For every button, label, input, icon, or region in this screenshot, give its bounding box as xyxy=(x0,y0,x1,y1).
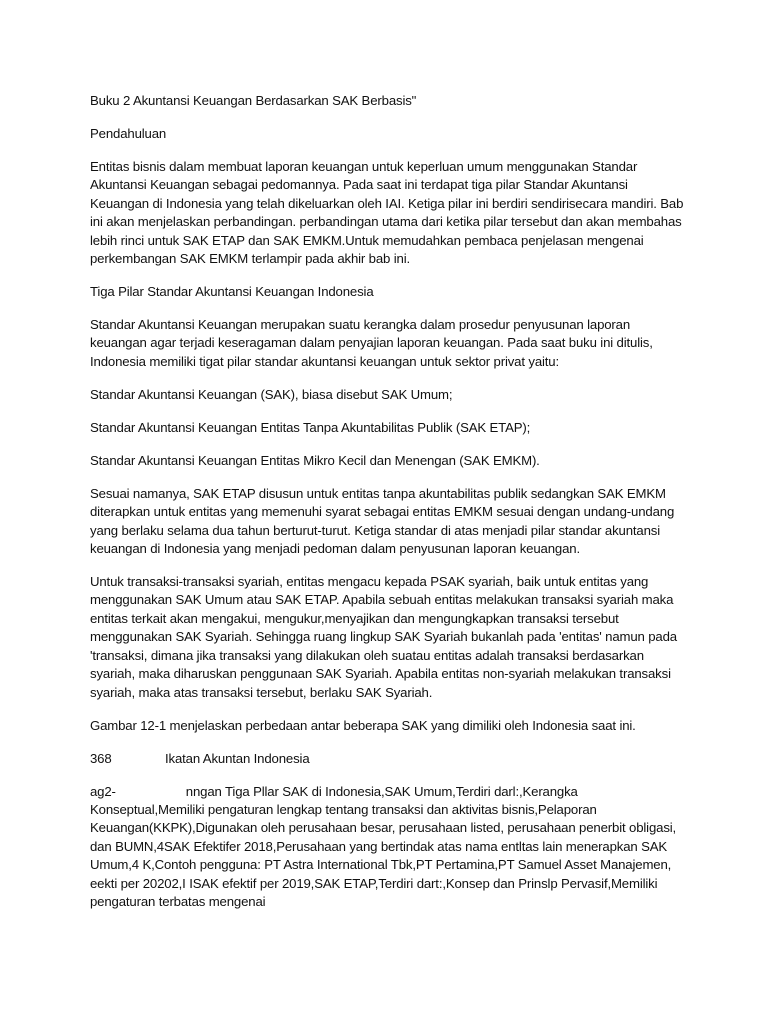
section-heading-pendahuluan: Pendahuluan xyxy=(90,126,167,141)
page-source: Ikatan Akuntan Indonesia xyxy=(165,750,310,766)
document-body xyxy=(90,92,686,926)
page-footer xyxy=(90,750,686,768)
paragraph-figure-reference: Gambar 12-1 menjelaskan perbedaan antar beberapa SAK yang dimiliki oleh Indonesia saat ini. xyxy=(90,717,636,733)
paragraph-etap-emkm: Sesuai namanya, SAK ETAP disusun untuk entitas tanpa akuntabilitas publik sedangkan SAK EMKM diterapkan untuk entitas yang memenuhi syarat sebagai entitas EMKM sesuai dengan undang-undang yang berlaku selama dua tahun berturut-turut. Ketiga standar di atas menjadi pilar standar akuntansi keuangan di Indonesia yang menjadi pedoman dalam penyusunan laporan keuangan. xyxy=(90,485,675,557)
section-heading-tiga-pilar: Tiga Pilar Standar Akuntansi Keuangan Indonesia xyxy=(90,284,374,300)
paragraph-definition: Standar Akuntansi Keuangan merupakan suatu kerangka dalam prosedur penyusunan laporan keuangan agar terjadi keseragaman dalam penyajian laporan keuangan. Pada saat buku ini ditulis, Indonesia memiliki tigat pilar standar akuntansi keuangan untuk sektor privat yaitu: xyxy=(90,317,653,369)
page-number: 368 xyxy=(90,750,112,766)
paragraph-syariah: Untuk transaksi-transaksi syariah, entitas mengacu kepada PSAK syariah, baik untuk entitas yang menggunakan SAK Umum atau SAK ETAP. Apabila sebuah entitas melakukan transaksi syariah maka entitas terkait akan mengakui, mengukur,menyajikan dan mengungkapkan transaksi tersebut menggunakan SAK Syariah. Sehingga ruang lingkup SAK Syariah bukanlah pada 'entitas' namun pada 'transaksi, dimana jika transaksi yang dilakukan oleh suatau entitas adalah transaksi berdasarkan syariah, maka diharuskan penggunaan SAK Syariah. Apabila entitas non-syariah melakukan transaksi syariah, maka atas transaksi tersebut, berlaku SAK Syariah. xyxy=(90,574,677,700)
list-item-sak-umum: Standar Akuntansi Keuangan (SAK), biasa disebut SAK Umum; xyxy=(90,386,453,402)
list-item-sak-emkm: Standar Akuntansi Keuangan Entitas Mikro Kecil dan Menengan (SAK EMKM). xyxy=(90,452,540,468)
list-item-sak-etap: Standar Akuntansi Keuangan Entitas Tanpa Akuntabilitas Publik (SAK ETAP); xyxy=(90,419,531,435)
document-title: Buku 2 Akuntansi Keuangan Berdasarkan SAK Berbasis" xyxy=(90,93,417,108)
paragraph-lead: ag2- xyxy=(90,783,116,799)
paragraph-ocr-figure-text xyxy=(90,783,686,912)
paragraph-ocr-body: nngan Tiga Pllar SAK di Indonesia,SAK Umum,Terdiri darl:,Kerangka Konseptual,Memiliki pengaturan lengkap tentang transaksi dan aktivitas bisnis,Pelaporan Keuangan(KKPK),Digunakan oleh perusahaan besar, perusahaan listed, perusahaan penerbit obligasi, dan BUMN,4SAK Efektifer 2018,Perusahaan yang bertindak atas nama entltas lain menerapkan SAK Umum,4 K,Contoh pengguna: PT Astra International Tbk,PT Pertamina,PT Samuel Asset Manajemen, eekti per 20202,I ISAK efektif per 2019,SAK ETAP,Terdiri dart:,Konsep dan Prinslp Pervasif,Memiliki pengaturan terbatas mengenai xyxy=(90,783,677,909)
paragraph-intro: Entitas bisnis dalam membuat laporan keuangan untuk keperluan umum menggunakan Standar Akuntansi Keuangan sebagai pedomannya. Pada saat ini terdapat tiga pilar Standar Akuntansi Keuangan di Indonesia yang telah dikeluarkan oleh IAI. Ketiga pilar ini berdiri sendirisecara mandiri. Bab ini akan menjelaskan perbandingan. perbandingan utama dari ketika pilar tersebut dan akan membahas lebih rinci untuk SAK ETAP dan SAK EMKM.Untuk memudahkan pembaca penjelasan mengenai perkembangan SAK EMKM terlampir pada akhir bab ini. xyxy=(90,159,684,267)
